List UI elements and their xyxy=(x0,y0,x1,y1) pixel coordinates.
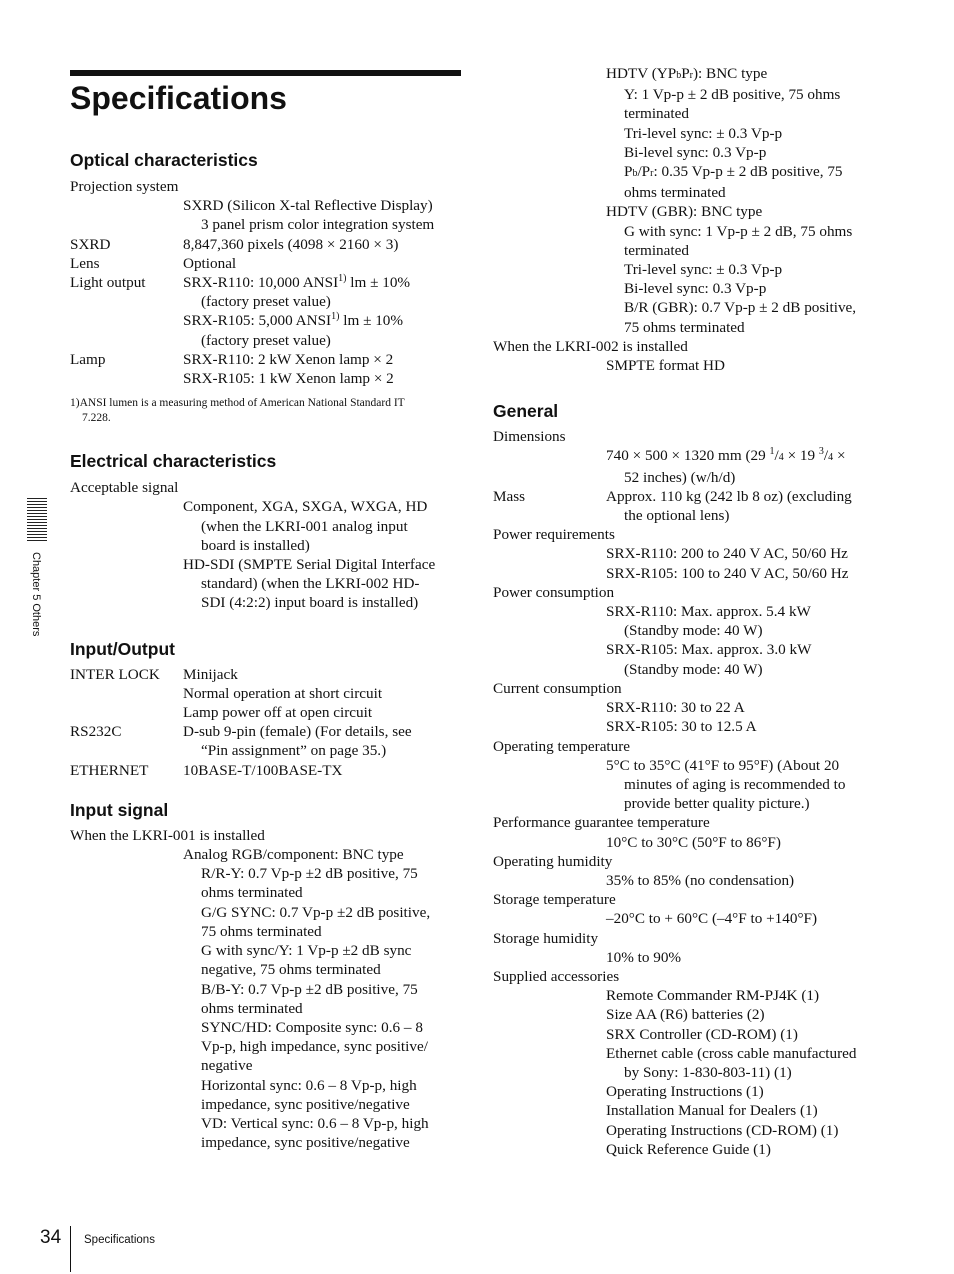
rs232c-value: D-sub 9-pin (female) (For details, see xyxy=(183,723,412,741)
spec-row-lamp xyxy=(70,350,465,369)
interlock-label: INTER LOCK xyxy=(70,665,160,683)
title-rule xyxy=(70,70,461,76)
accessories-label: Supplied accessories xyxy=(493,967,620,985)
hdtv-ypbpr-text: HDTV (YP xyxy=(606,65,677,82)
light-r105-text: SRX-R105: 5,000 ANSI xyxy=(183,312,332,330)
section-heading-electrical: Electrical characteristics xyxy=(70,451,277,472)
subscript-b: b xyxy=(632,168,638,180)
section-heading-general: General xyxy=(493,401,559,422)
signal-spec-line: G with sync/Y: 1 Vp-p ±2 dB sync xyxy=(201,942,412,960)
accessory-item: Operating Instructions (CD-ROM) (1) xyxy=(606,1121,839,1139)
interlock-value: Minijack xyxy=(183,665,238,683)
light-label: Light output xyxy=(70,274,146,292)
signal-spec-line: R/R-Y: 0.7 Vp-p ±2 dB positive, 75 xyxy=(201,865,418,883)
signal-spec-line: terminated xyxy=(624,241,689,259)
fraction-slash: / xyxy=(774,447,779,465)
signal-spec-line: ohms terminated xyxy=(624,184,726,202)
light-r110-text: SRX-R110: 10,000 ANSI xyxy=(183,274,339,292)
light-r110-unit: lm ± 10% xyxy=(346,274,411,292)
fraction-slash: / xyxy=(823,447,829,465)
hdtv-gbr-line: HDTV (GBR): BNC type xyxy=(606,203,763,221)
lamp-label: Lamp xyxy=(70,350,106,368)
signal-line: HD-SDI (SMPTE Serial Digital Interface xyxy=(183,556,436,574)
lamp-r110: SRX-R110: 2 kW Xenon lamp × 2 xyxy=(183,350,394,368)
accessory-item: Installation Manual for Dealers (1) xyxy=(606,1102,818,1120)
left-column xyxy=(70,150,465,1152)
ethernet-value: 10BASE-T/100BASE-TX xyxy=(183,761,343,779)
power-req-r105: SRX-R105: 100 to 240 V AC, 50/60 Hz xyxy=(606,564,849,582)
light-r105-unit: lm ± 10% xyxy=(339,312,404,330)
ethernet-label: ETHERNET xyxy=(70,761,149,779)
right-column xyxy=(493,64,893,1159)
accessory-item: SRX Controller (CD-ROM) (1) xyxy=(606,1025,798,1043)
signal-spec-line: Tri-level sync: ± 0.3 Vp-p xyxy=(624,261,783,279)
page-title: Specifications xyxy=(70,80,287,116)
hdtv-ypbpr-type: ): BNC type xyxy=(692,65,768,82)
subscript-r: r xyxy=(650,168,654,180)
footer-divider xyxy=(70,1226,71,1272)
power-cons-r105: SRX-R105: Max. approx. 3.0 kW xyxy=(606,641,812,659)
signal-spec-line: Bi-level sync: 0.3 Vp-p xyxy=(624,280,767,298)
lkri-001-label: When the LKRI-001 is installed xyxy=(70,826,265,844)
accessory-item: Remote Commander RM-PJ4K (1) xyxy=(606,987,820,1005)
projection-value: SXRD (Silicon X-tal Reflective Display) xyxy=(183,197,433,215)
pbpr-p: P xyxy=(624,163,633,181)
spec-row-rs232c xyxy=(70,722,465,741)
fraction-denominator: 4 xyxy=(778,452,784,464)
signal-spec-line: Y: 1 Vp-p ± 2 dB positive, 75 ohms xyxy=(624,86,841,104)
spec-row-light xyxy=(70,273,465,292)
signal-spec-line: G/G SYNC: 0.7 Vp-p ±2 dB positive, xyxy=(201,903,431,921)
signal-line: board is installed) xyxy=(201,536,310,554)
light-value-r105 xyxy=(183,311,465,330)
op-temp-label: Operating temperature xyxy=(493,737,631,755)
footer-section-label: Specifications xyxy=(84,1234,155,1246)
power-req-r110: SRX-R110: 200 to 240 V AC, 50/60 Hz xyxy=(606,545,848,563)
lens-value: Optional xyxy=(183,254,237,272)
dim-text: 740 × 500 × 1320 mm (29 xyxy=(606,447,770,465)
standby-note: (Standby mode: 40 W) xyxy=(624,622,763,640)
spec-row-interlock xyxy=(70,665,465,684)
current-r110: SRX-R110: 30 to 22 A xyxy=(606,699,745,717)
storage-temp-label: Storage temperature xyxy=(493,891,616,909)
signal-spec-line: B/B-Y: 0.7 Vp-p ±2 dB positive, 75 xyxy=(201,980,418,998)
mass-value: Approx. 110 kg (242 lb 8 oz) (excluding xyxy=(606,487,852,505)
signal-line: Component, XGA, SXGA, WXGA, HD xyxy=(183,498,428,516)
current-r105: SRX-R105: 30 to 12.5 A xyxy=(606,718,757,736)
spec-row-mass xyxy=(493,487,893,506)
smpte-line: SMPTE format HD xyxy=(606,357,725,375)
section-heading-input-signal: Input signal xyxy=(70,799,169,820)
lamp-r105: SRX-R105: 1 kW Xenon lamp × 2 xyxy=(183,370,394,388)
current-label: Current consumption xyxy=(493,679,622,697)
power-cons-label: Power consumption xyxy=(493,583,615,601)
hdtv-ypbpr-line xyxy=(606,64,893,85)
fraction-denominator: 4 xyxy=(828,452,834,464)
signal-spec-line: negative xyxy=(201,1057,253,1075)
footnote-line: 1)ANSI lumen is a measuring method of American National Standard IT xyxy=(70,397,405,410)
signal-line: SDI (4:2:2) input board is installed) xyxy=(201,594,419,612)
dimensions-label: Dimensions xyxy=(493,428,566,446)
interlock-line: Normal operation at short circuit xyxy=(183,684,383,702)
fraction-numerator: 3 xyxy=(818,446,824,458)
signal-line: (when the LKRI-001 analog input xyxy=(201,517,408,535)
interlock-line: Lamp power off at open circuit xyxy=(183,704,373,722)
subscript-b: b xyxy=(676,70,682,81)
sxrd-value: 8,847,360 pixels (4098 × 2160 × 3) xyxy=(183,235,399,253)
lens-label: Lens xyxy=(70,254,100,272)
dimensions-value-cont: 52 inches) (w/h/d) xyxy=(624,468,736,486)
rs232c-value-cont: “Pin assignment” on page 35.) xyxy=(201,742,387,760)
lkri-002-label: When the LKRI-002 is installed xyxy=(493,337,688,355)
footnote xyxy=(70,396,465,426)
acceptable-signal-label: Acceptable signal xyxy=(70,479,179,497)
accessory-item-cont: by Sony: 1-830-803-11) (1) xyxy=(624,1063,792,1081)
pbpr-line xyxy=(624,162,893,183)
footnote-ref: 1) xyxy=(338,272,347,284)
chapter-tab-label: Chapter 5 Others xyxy=(30,552,42,637)
signal-spec-line: terminated xyxy=(624,105,689,123)
hdtv-ypbpr-p: P xyxy=(681,65,690,82)
subscript-r: r xyxy=(689,70,693,81)
signal-spec-line: SYNC/HD: Composite sync: 0.6 – 8 xyxy=(201,1018,423,1036)
signal-spec-line: VD: Vertical sync: 0.6 – 8 Vp-p, high xyxy=(201,1114,429,1132)
signal-spec-line: G with sync: 1 Vp-p ± 2 dB, 75 ohms xyxy=(624,222,853,240)
signal-spec-line: B/R (GBR): 0.7 Vp-p ± 2 dB positive, xyxy=(624,299,857,317)
footnote-ref: 1) xyxy=(331,311,340,323)
section-heading-io: Input/Output xyxy=(70,638,175,659)
perf-temp-value: 10°C to 30°C (50°F to 86°F) xyxy=(606,833,781,851)
accessory-item: Size AA (R6) batteries (2) xyxy=(606,1006,765,1024)
mass-value-cont: the optional lens) xyxy=(624,507,730,525)
light-factory-2: (factory preset value) xyxy=(201,331,331,349)
op-temp-value-cont: minutes of aging is recommended to xyxy=(624,775,846,793)
sxrd-label: SXRD xyxy=(70,235,111,253)
signal-spec-line: impedance, sync positive/negative xyxy=(201,1134,410,1152)
op-temp-value: 5°C to 35°C (41°F to 95°F) (About 20 xyxy=(606,756,840,774)
storage-temp-value: –20°C to + 60°C (–4°F to +140°F) xyxy=(606,910,818,928)
spec-row-sxrd xyxy=(70,235,465,254)
standby-note: (Standby mode: 40 W) xyxy=(624,660,763,678)
chapter-tab-marker xyxy=(27,498,47,543)
pbpr-value: : 0.35 Vp-p ± 2 dB positive, 75 xyxy=(653,163,843,181)
signal-spec-line: Bi-level sync: 0.3 Vp-p xyxy=(624,143,767,161)
power-req-label: Power requirements xyxy=(493,526,615,544)
mass-label: Mass xyxy=(493,487,526,505)
signal-line: standard) (when the LKRI-002 HD- xyxy=(201,575,420,593)
dimensions-value xyxy=(606,446,893,467)
signal-spec-line: 75 ohms terminated xyxy=(624,318,745,336)
projection-value-cont: 3 panel prism color integration system xyxy=(201,216,435,234)
fraction-numerator: 1 xyxy=(769,446,775,458)
signal-spec-line: 75 ohms terminated xyxy=(201,922,322,940)
op-temp-value-cont: provide better quality picture.) xyxy=(624,795,810,813)
light-factory-1: (factory preset value) xyxy=(201,293,331,311)
accessory-item: Operating Instructions (1) xyxy=(606,1083,764,1101)
storage-humidity-value: 10% to 90% xyxy=(606,948,682,966)
signal-spec-line: Vp-p, high impedance, sync positive/ xyxy=(201,1038,428,1056)
signal-spec-line: impedance, sync positive/negative xyxy=(201,1095,410,1113)
pbpr-slash-p: /P xyxy=(637,163,651,181)
analog-signal-list xyxy=(70,864,465,1152)
spec-row-lens xyxy=(70,254,465,273)
page-number: 34 xyxy=(40,1227,62,1248)
op-humidity-label: Operating humidity xyxy=(493,852,613,870)
perf-temp-label: Performance guarantee temperature xyxy=(493,814,710,832)
signal-spec-line: negative, 75 ohms terminated xyxy=(201,961,381,979)
storage-humidity-label: Storage humidity xyxy=(493,929,599,947)
rs232c-label: RS232C xyxy=(70,723,122,741)
op-humidity-value: 35% to 85% (no condensation) xyxy=(606,871,795,889)
signal-spec-line: Horizontal sync: 0.6 – 8 Vp-p, high xyxy=(201,1076,417,1094)
signal-spec-line: ohms terminated xyxy=(201,999,303,1017)
footnote-line-cont: 7.228. xyxy=(82,412,111,425)
accessory-item: Ethernet cable (cross cable manufactured xyxy=(606,1044,857,1062)
signal-spec-line: ohms terminated xyxy=(201,884,303,902)
light-value-r110 xyxy=(183,273,410,292)
section-heading-optical: Optical characteristics xyxy=(70,150,258,170)
analog-rgb-line: Analog RGB/component: BNC type xyxy=(183,846,404,864)
power-cons-r110: SRX-R110: Max. approx. 5.4 kW xyxy=(606,603,811,621)
signal-spec-line: Tri-level sync: ± 0.3 Vp-p xyxy=(624,124,783,142)
dim-text: × 19 xyxy=(783,447,819,465)
spec-row-ethernet xyxy=(70,761,465,780)
accessory-item: Quick Reference Guide (1) xyxy=(606,1140,771,1158)
projection-label: Projection system xyxy=(70,178,179,195)
dim-text: × xyxy=(833,447,846,465)
